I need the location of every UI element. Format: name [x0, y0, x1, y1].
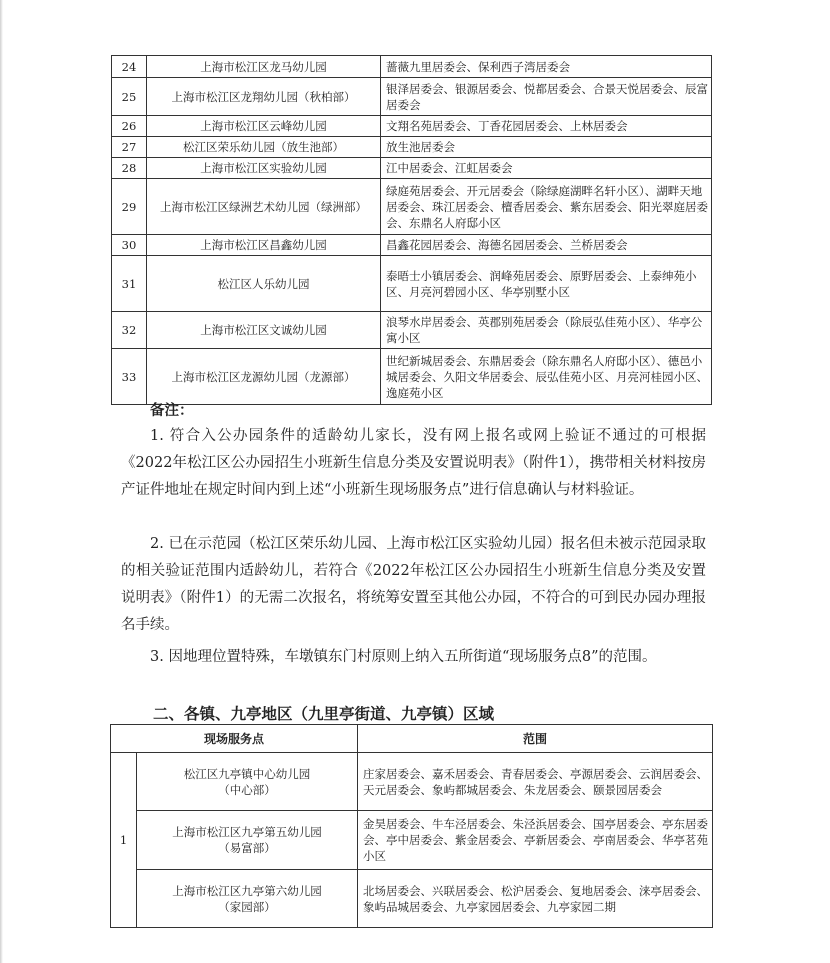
- table-row: [112, 137, 712, 158]
- town-range-table: [110, 724, 713, 928]
- row-number: 25: [112, 78, 147, 116]
- kindergarten-name: 上海市松江区龙马幼儿园: [147, 56, 381, 78]
- table-row: [112, 312, 712, 349]
- kindergarten-name-text: 上海市松江区九亭第六幼儿园 （家园部）: [172, 883, 322, 914]
- kindergarten-name: 松江区人乐幼儿园: [147, 256, 381, 312]
- table-row: [111, 753, 713, 811]
- table-row: [111, 811, 713, 870]
- table-row: [112, 158, 712, 179]
- table-header-row: [111, 725, 713, 753]
- kindergarten-name-text: 上海市松江区九亭第五幼儿园 （易富部）: [172, 825, 322, 855]
- kindergarten-name: [137, 753, 358, 811]
- table-row: [112, 256, 712, 312]
- group-number: 1: [111, 753, 137, 928]
- kindergarten-name: [137, 870, 358, 928]
- row-number: 27: [112, 137, 147, 158]
- service-range: 泰晤士小镇居委会、润峰苑居委会、原野居委会、上泰绅苑小区、月亮河碧园小区、华亭别墅小区: [381, 256, 712, 312]
- row-number: 33: [112, 349, 147, 405]
- table-row: [112, 179, 712, 235]
- kindergarten-name: 松江区荣乐幼儿园（放生池部）: [147, 137, 381, 158]
- row-number: 31: [112, 256, 147, 312]
- row-number: 28: [112, 158, 147, 179]
- kindergarten-range-table: [111, 55, 712, 405]
- row-number: 24: [112, 56, 147, 78]
- kindergarten-name-text: 松江区九亭镇中心幼儿园 （中心部）: [183, 766, 311, 797]
- table-row: [112, 349, 712, 405]
- header-range: 范围: [358, 725, 713, 753]
- table-row: [112, 78, 712, 116]
- kindergarten-name: 上海市松江区龙源幼儿园（龙源部）: [147, 349, 381, 405]
- service-range: 文翔名苑居委会、丁香花园居委会、上林居委会: [381, 116, 712, 137]
- section-title: 二、各镇、九亭地区（九里亭街道、九亭镇）区域: [153, 704, 495, 723]
- kindergarten-name: 上海市松江区昌鑫幼儿园: [147, 235, 381, 256]
- row-number: 26: [112, 116, 147, 137]
- table-row: [112, 116, 712, 137]
- service-range: 北场居委会、兴联居委会、松沪居委会、复地居委会、涞亭居委会、象屿品城居委会、九亭家园居委会、九亭家园二期: [358, 870, 713, 928]
- kindergarten-name: [137, 811, 358, 870]
- service-range: 绿庭苑居委会、开元居委会（除绿庭湖畔名轩小区）、湖畔天地居委会、珠江居委会、檀香居委会、紫东居委会、阳光翠庭居委会、东鼎名人府邸小区: [381, 179, 712, 235]
- service-range: 浪琴水岸居委会、英郡别苑居委会（除辰弘佳苑小区）、华亭公寓小区: [381, 312, 712, 349]
- table-row: [112, 235, 712, 256]
- service-range: 放生池居委会: [381, 137, 712, 158]
- header-service-point: 现场服务点: [111, 725, 358, 753]
- service-range: 世纪新城居委会、东鼎居委会（除东鼎名人府邸小区）、德邑小城居委会、久阳文华居委会、辰弘佳苑小区、月亮河桂园小区、逸庭苑小区: [381, 349, 712, 405]
- kindergarten-name: 上海市松江区云峰幼儿园: [147, 116, 381, 137]
- row-number: 30: [112, 235, 147, 256]
- kindergarten-name: 上海市松江区龙翔幼儿园（秋柏部）: [147, 78, 381, 116]
- service-range: 昌鑫花园居委会、海德名园居委会、兰桥居委会: [381, 235, 712, 256]
- note-paragraph-2: 2. 已在示范园（松江区荣乐幼儿园、上海市松江区实验幼儿园）报名但未被示范园录取的相关验证范围内适龄幼儿，若符合《2022年松江区公办园招生小班新生信息分类及安置说明表》（附件1）的无需二次报名，将统筹安置至其他公办园，不符合的可到民办园办理报名手续。: [121, 536, 706, 633]
- service-range: 蔷薇九里居委会、保利西子湾居委会: [381, 56, 712, 78]
- kindergarten-name: 上海市松江区绿洲艺术幼儿园（绿洲部）: [147, 179, 381, 235]
- service-range: 江中居委会、江虹居委会: [381, 158, 712, 179]
- service-range: 金昊居委会、牛车泾居委会、朱泾浜居委会、国亭居委会、亭东居委会、亭中居委会、紫金居委会、亭新居委会、亭南居委会、华亭茗苑小区: [358, 811, 713, 870]
- scan-page-edge: [0, 0, 3, 963]
- row-number: 32: [112, 312, 147, 349]
- kindergarten-name: 上海市松江区实验幼儿园: [147, 158, 381, 179]
- table-row: [112, 56, 712, 78]
- kindergarten-name: 上海市松江区文诚幼儿园: [147, 312, 381, 349]
- table-row: [111, 870, 713, 928]
- note-paragraph-3: 3. 因地理位置特殊，车墩镇东门村原则上纳入五所街道“现场服务点8”的范围。: [150, 649, 657, 665]
- row-number: 29: [112, 179, 147, 235]
- note-paragraph-1: 1. 符合入公办园条件的适龄幼儿家长，没有网上报名或网上验证不通过的可根据《2022年松江区公办园招生小班新生信息分类及安置说明表》（附件1），携带相关材料按房产证件地址在规定时间内到上述“小班新生现场服务点”进行信息确认与材料验证。: [121, 428, 706, 498]
- service-range: 银泽居委会、银源居委会、悦都居委会、合景天悦居委会、辰富居委会: [381, 78, 712, 116]
- service-range: 庄家居委会、嘉禾居委会、青春居委会、亭源居委会、云润居委会、天元居委会、象屿都城居委会、朱龙居委会、颐景园居委会: [358, 753, 713, 811]
- notes-heading: 备注：: [150, 402, 194, 419]
